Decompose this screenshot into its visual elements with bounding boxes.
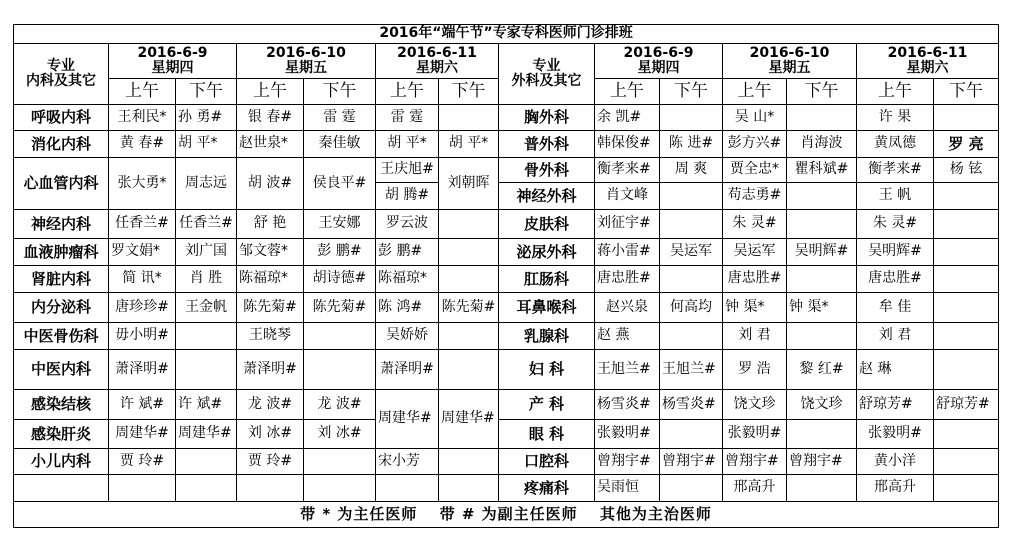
doctor-cell [787, 323, 857, 350]
pm-label: 下午 [934, 79, 999, 105]
doctor-cell [304, 449, 376, 475]
doctor-cell: 衡孝来# [595, 158, 660, 183]
doctor-cell: 秦佳敏 [304, 131, 376, 158]
doctor-cell: 许 斌# [109, 390, 176, 420]
doctor-cell [439, 350, 499, 390]
doctor-cell: 何高均 [660, 293, 723, 323]
dept-name: 乳腺科 [499, 323, 595, 350]
doctor-cell [660, 420, 723, 449]
doctor-cell: 余 凯# [595, 105, 660, 131]
doctor-cell: 吴明辉# [787, 239, 857, 266]
dept-name: 泌尿外科 [499, 239, 595, 266]
doctor-cell: 舒琼芳# [934, 390, 999, 420]
table-row [14, 323, 999, 350]
am-label: 上午 [376, 79, 439, 105]
doctor-cell: 曾翔宇# [787, 449, 857, 475]
doctor-cell: 饶文珍 [787, 390, 857, 420]
doctor-cell: 张毅明# [857, 420, 934, 449]
am-label: 上午 [595, 79, 660, 105]
doctor-cell [439, 239, 499, 266]
doctor-cell: 彭 鹏# [304, 239, 376, 266]
doctor-cell [304, 350, 376, 390]
doctor-cell: 龙 波# [237, 390, 304, 420]
schedule-table [13, 24, 999, 528]
doctor-cell [439, 266, 499, 293]
doctor-cell: 周建华# [439, 390, 499, 449]
doctor-cell: 舒琼芳# [857, 390, 934, 420]
doctor-cell [439, 210, 499, 239]
doctor-cell: 王旭兰# [660, 350, 723, 390]
doctor-cell: 银 春# [237, 105, 304, 131]
doctor-cell: 牟 佳 [857, 293, 934, 323]
doctor-cell: 吴明辉# [857, 239, 934, 266]
dept-name: 胸外科 [499, 105, 595, 131]
dept-name: 皮肤科 [499, 210, 595, 239]
doctor-cell: 周建华# [109, 420, 176, 449]
doctor-cell [176, 350, 237, 390]
doctor-cell: 吴运军 [723, 239, 787, 266]
empty-cell [237, 475, 304, 502]
doctor-cell: 宋小芳 [376, 449, 439, 475]
doctor-cell: 杨雪炎# [660, 390, 723, 420]
doctor-cell: 钟 渠* [787, 293, 857, 323]
doctor-cell: 曾翔宇# [595, 449, 660, 475]
doctor-cell: 邹文蓉* [237, 239, 304, 266]
doctor-cell: 钟 渠* [723, 293, 787, 323]
dept-name: 耳鼻喉科 [499, 293, 595, 323]
doctor-cell: 唐忠胜# [857, 266, 934, 293]
table-row [14, 239, 999, 266]
schedule-title: 2016年“端午节”专家专科医师门诊排班 [14, 25, 999, 44]
doctor-cell: 罗 亮 [934, 131, 999, 158]
doctor-cell [787, 105, 857, 131]
doctor-cell: 唐忠胜# [595, 266, 660, 293]
doctor-cell: 王晓琴 [237, 323, 304, 350]
doctor-cell [660, 266, 723, 293]
doctor-cell: 朱 灵# [723, 210, 787, 239]
doctor-cell: 赵 琳 [857, 350, 934, 390]
doctor-cell: 罗 浩 [723, 350, 787, 390]
doctor-cell: 朱 灵# [857, 210, 934, 239]
empty-cell [439, 475, 499, 502]
doctor-cell: 周志远 [176, 158, 237, 210]
doctor-cell: 王金帆 [176, 293, 237, 323]
am-label: 上午 [109, 79, 176, 105]
doctor-cell: 雷 霆 [376, 105, 439, 131]
am-label: 上午 [857, 79, 934, 105]
date-header-right-2: 2016-6-11 星期六 [857, 44, 999, 79]
doctor-cell: 刘 冰# [237, 420, 304, 449]
dept-name: 内分泌科 [14, 293, 109, 323]
dept-name: 产 科 [499, 390, 595, 420]
table-row [14, 475, 999, 502]
doctor-cell: 杨 铉 [934, 158, 999, 183]
doctor-cell: 王旭兰# [595, 350, 660, 390]
doctor-cell: 陈 鸿# [376, 293, 439, 323]
table-row [14, 420, 999, 449]
doctor-cell: 韩保俊# [595, 131, 660, 158]
doctor-cell: 刘 君 [857, 323, 934, 350]
doctor-cell [934, 475, 999, 502]
doctor-cell: 龙 波# [304, 390, 376, 420]
right-dept-header: 专业 外科及其它 [499, 44, 595, 105]
dept-name: 中医骨伤科 [14, 323, 109, 350]
doctor-cell: 曾翔宇# [660, 449, 723, 475]
doctor-cell: 贾 玲# [237, 449, 304, 475]
doctor-cell [660, 475, 723, 502]
doctor-cell: 黄 春# [109, 131, 176, 158]
table-row [14, 105, 999, 131]
doctor-cell: 许 斌# [176, 390, 237, 420]
doctor-cell: 张毅明# [595, 420, 660, 449]
schedule-sheet [13, 24, 999, 528]
doctor-cell: 王 帆 [857, 183, 934, 210]
doctor-cell: 萧泽明# [109, 350, 176, 390]
doctor-cell: 贾 玲# [109, 449, 176, 475]
date-header-left-2: 2016-6-11 星期六 [376, 44, 499, 79]
dept-name: 消化内科 [14, 131, 109, 158]
doctor-cell: 简 讯* [109, 266, 176, 293]
doctor-cell: 雷 霆 [304, 105, 376, 131]
table-row [14, 293, 999, 323]
legend-footer: 带 * 为主任医师 带 # 为副主任医师 其他为主治医师 [14, 502, 999, 528]
doctor-cell: 赵 燕 [595, 323, 660, 350]
doctor-cell: 侯良平# [304, 158, 376, 210]
date-header-right-0: 2016-6-9 星期四 [595, 44, 723, 79]
doctor-cell [439, 449, 499, 475]
doctor-cell [787, 420, 857, 449]
doctor-cell: 刘征宇# [595, 210, 660, 239]
doctor-cell: 孙 勇# [176, 105, 237, 131]
doctor-cell: 舒 艳 [237, 210, 304, 239]
doctor-cell: 刘 君 [723, 323, 787, 350]
doctor-cell: 刘朝晖 [439, 158, 499, 210]
doctor-cell [660, 105, 723, 131]
doctor-cell: 胡诗德# [304, 266, 376, 293]
doctor-cell: 彭 鹏# [376, 239, 439, 266]
doctor-cell: 吴雨恒 [595, 475, 660, 502]
doctor-cell: 胡 腾# [376, 183, 439, 210]
doctor-cell: 黄小洋 [857, 449, 934, 475]
table-row [14, 131, 999, 158]
dept-name: 肾脏内科 [14, 266, 109, 293]
dept-name: 心血管内科 [14, 158, 109, 210]
doctor-cell [304, 323, 376, 350]
doctor-cell: 曾翔宇# [723, 449, 787, 475]
doctor-cell [660, 210, 723, 239]
doctor-cell [934, 350, 999, 390]
doctor-cell: 胡 波# [237, 158, 304, 210]
doctor-cell [787, 266, 857, 293]
doctor-cell: 赵兴泉 [595, 293, 660, 323]
doctor-cell: 萧泽明# [376, 350, 439, 390]
doctor-cell: 罗文娟* [109, 239, 176, 266]
doctor-cell: 彭方兴# [723, 131, 787, 158]
dept-name: 眼 科 [499, 420, 595, 449]
doctor-cell [176, 323, 237, 350]
doctor-cell [787, 183, 857, 210]
pm-label: 下午 [304, 79, 376, 105]
doctor-cell [934, 323, 999, 350]
doctor-cell: 陈福琼* [237, 266, 304, 293]
dept-name: 普外科 [499, 131, 595, 158]
pm-label: 下午 [787, 79, 857, 105]
doctor-cell: 吴 山* [723, 105, 787, 131]
doctor-cell: 罗云波 [376, 210, 439, 239]
doctor-cell: 邢高升 [857, 475, 934, 502]
dept-name: 呼吸内科 [14, 105, 109, 131]
doctor-cell: 杨雪炎# [595, 390, 660, 420]
doctor-cell: 许 果 [857, 105, 934, 131]
date-header-left-0: 2016-6-9 星期四 [109, 44, 237, 79]
doctor-cell: 唐忠胜# [723, 266, 787, 293]
empty-cell [109, 475, 176, 502]
doctor-cell: 王利民* [109, 105, 176, 131]
empty-cell [176, 475, 237, 502]
dept-name: 骨外科 [499, 158, 595, 183]
dept-name: 神经内科 [14, 210, 109, 239]
table-row [14, 350, 999, 390]
am-label: 上午 [237, 79, 304, 105]
pm-label: 下午 [660, 79, 723, 105]
doctor-cell [787, 210, 857, 239]
dept-name: 妇 科 [499, 350, 595, 390]
dept-name: 感染结核 [14, 390, 109, 420]
doctor-cell: 肖文峰 [595, 183, 660, 210]
doctor-cell: 张大勇* [109, 158, 176, 210]
doctor-cell [934, 239, 999, 266]
left-dept-header: 专业 内科及其它 [14, 44, 109, 105]
doctor-cell: 王庆旭# [376, 158, 439, 183]
doctor-cell: 瞿科斌# [787, 158, 857, 183]
doctor-cell: 贾全忠* [723, 158, 787, 183]
doctor-cell [439, 105, 499, 131]
table-row [14, 449, 999, 475]
dept-name: 感染肝炎 [14, 420, 109, 449]
doctor-cell: 肖 胜 [176, 266, 237, 293]
doctor-cell: 饶文珍 [723, 390, 787, 420]
doctor-cell [787, 475, 857, 502]
doctor-cell: 赵世泉* [237, 131, 304, 158]
dept-name: 中医内科 [14, 350, 109, 390]
dept-name: 血液肿瘤科 [14, 239, 109, 266]
doctor-cell: 陈福琼* [376, 266, 439, 293]
doctor-cell: 周建华# [176, 420, 237, 449]
pm-label: 下午 [439, 79, 499, 105]
doctor-cell: 任香兰# [176, 210, 237, 239]
am-label: 上午 [723, 79, 787, 105]
doctor-cell [176, 449, 237, 475]
dept-name: 小儿内科 [14, 449, 109, 475]
empty-cell [376, 475, 439, 502]
doctor-cell: 邢高升 [723, 475, 787, 502]
doctor-cell: 吴娇娇 [376, 323, 439, 350]
doctor-cell: 毋小明# [109, 323, 176, 350]
empty-cell [14, 475, 109, 502]
doctor-cell: 王安娜 [304, 210, 376, 239]
doctor-cell [934, 183, 999, 210]
doctor-cell: 黄凤德 [857, 131, 934, 158]
doctor-cell [660, 323, 723, 350]
dept-name: 肛肠科 [499, 266, 595, 293]
date-header-left-1: 2016-6-10 星期五 [237, 44, 376, 79]
doctor-cell: 刘 冰# [304, 420, 376, 449]
doctor-cell: 陈 进# [660, 131, 723, 158]
dept-name: 疼痛科 [499, 475, 595, 502]
doctor-cell: 唐珍珍# [109, 293, 176, 323]
doctor-cell: 胡 平* [176, 131, 237, 158]
doctor-cell: 肖海波 [787, 131, 857, 158]
doctor-cell: 张毅明# [723, 420, 787, 449]
pm-label: 下午 [176, 79, 237, 105]
doctor-cell: 黎 红# [787, 350, 857, 390]
doctor-cell [439, 323, 499, 350]
doctor-cell: 胡 平* [439, 131, 499, 158]
doctor-cell [660, 183, 723, 210]
doctor-cell: 任香兰# [109, 210, 176, 239]
doctor-cell: 陈先菊# [304, 293, 376, 323]
table-row [14, 390, 999, 420]
date-header-right-1: 2016-6-10 星期五 [723, 44, 857, 79]
doctor-cell [934, 293, 999, 323]
dept-name: 神经外科 [499, 183, 595, 210]
doctor-cell: 周建华# [376, 390, 439, 449]
dept-name: 口腔科 [499, 449, 595, 475]
doctor-cell: 胡 平* [376, 131, 439, 158]
doctor-cell: 吴运军 [660, 239, 723, 266]
doctor-cell: 刘广国 [176, 239, 237, 266]
table-row [14, 210, 999, 239]
doctor-cell: 陈先菊# [237, 293, 304, 323]
doctor-cell: 陈先菊# [439, 293, 499, 323]
doctor-cell: 周 爽 [660, 158, 723, 183]
doctor-cell: 衡孝来# [857, 158, 934, 183]
table-row [14, 158, 999, 183]
doctor-cell [934, 105, 999, 131]
table-row [14, 266, 999, 293]
empty-cell [304, 475, 376, 502]
doctor-cell: 蒋小雷# [595, 239, 660, 266]
doctor-cell [934, 449, 999, 475]
doctor-cell: 苟志勇# [723, 183, 787, 210]
doctor-cell [934, 266, 999, 293]
doctor-cell [934, 420, 999, 449]
doctor-cell [934, 210, 999, 239]
doctor-cell: 萧泽明# [237, 350, 304, 390]
